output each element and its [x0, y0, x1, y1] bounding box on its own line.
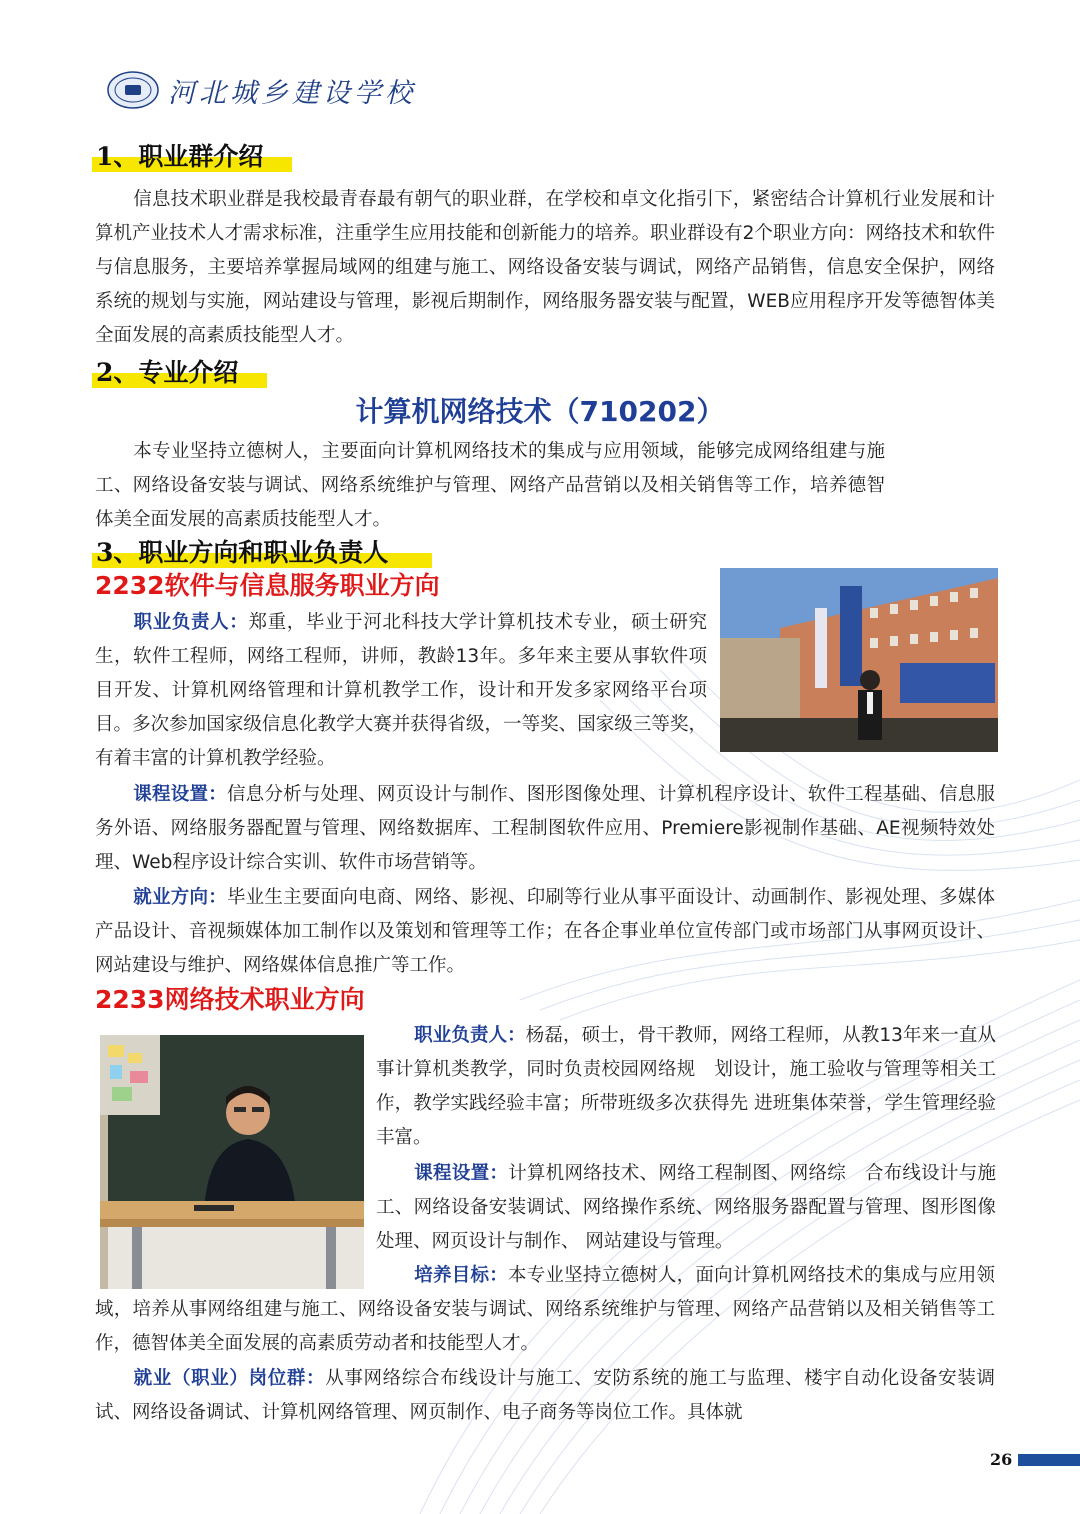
- header: [106, 68, 416, 112]
- direction-1-employment: 就业方向：毕业生主要面向电商、网络、影视、印刷等行业从事平面设计、动画制作、影视处理、多媒体产品设计、音视频媒体加工制作以及策划和管理等工作；在各企事业单位宣传部门或市场部门从事网页设计、网站建设与维护、网络媒体信息推广等工作。: [95, 887, 995, 976]
- direction-2-title: 2233网络技术职业方向: [95, 985, 365, 1014]
- direction-1-courses: 课程设置：信息分析与处理、网页设计与制作、图形图像处理、计算机程序设计、软件工程基础、信息服务外语、网络服务器配置与管理、网络数据库、工程制图软件应用、Premiere影视制作基础、AE视频特效处理、Web程序设计综合实训、软件市场营销等。: [95, 784, 995, 873]
- direction-1-title: 2232软件与信息服务职业方向: [95, 571, 440, 600]
- section-heading-3: [92, 536, 388, 570]
- section-heading-3-text: 3、职业方向和职业负责人: [96, 538, 389, 567]
- section-heading-2-text: 2、专业介绍: [96, 358, 239, 387]
- direction-2-courses: 课程设置：计算机网络技术、网络工程制图、网络综 合布线设计与施工、网络设备安装调试、网络操作系统、网络服务器配置与管理、图形图像处理、网页设计与制作、 网站建设与管理。: [376, 1163, 996, 1252]
- section-1-paragraph: 信息技术职业群是我校最青春最有朝气的职业群，在学校和卓文化指引下，紧密结合计算机行业发展和计算机产业技术人才需求标准，注重学生应用技能和创新能力的培养。职业群设有2个职业方向：网络技术和软件与信息服务，主要培养掌握局域网的组建与施工、网络设备安装与调试，网络产品销售，信息安全保护，网络系统的规划与实施，网站建设与管理，影视后期制作，网络服务器安装与配置，WEB应用程序开发等德智体美全面发展的高素质技能型人才。: [95, 189, 995, 346]
- page-number: 26: [990, 1450, 1013, 1469]
- school-name: 河北城乡建设学校: [168, 77, 416, 109]
- direction-1-leader: 职业负责人：郑重，毕业于河北科技大学计算机技术专业，硕士研究生，软件工程师，网络工程师，讲师，教龄13年。多年来主要从事软件项目开发、计算机网络管理和计算机教学工作，设计和开发多家网络平台项目。多次参加国家级信息化教学大赛并获得省级，一等奖、国家级三等奖，有着丰富的计算机教学经验。: [95, 612, 707, 769]
- direction-2-positions: 就业（职业）岗位群：从事网络综合布线设计与施工、安防系统的施工与监理、楼宇自动化设备安装调试、网络设备调试、计算机网络管理、网页制作、电子商务等岗位工作。具体就: [95, 1368, 995, 1423]
- teacher-photo: [100, 1035, 364, 1289]
- section-heading-1-text: 1、职业群介绍: [96, 142, 264, 171]
- school-logo-icon: [106, 70, 160, 110]
- section-heading-2: [92, 356, 238, 390]
- major-title: 计算机网络技术（710202）: [355, 395, 725, 428]
- event-photo: [720, 568, 998, 752]
- direction-2-leader: 职业负责人：杨磊，硕士，骨干教师，网络工程师，从教13年来一直从事计算机类教学，同时负责校园网络规 划设计，施工验收与管理等相关工作，教学实践经验丰富；所带班级多次获得先 进班集体荣誉，学生管理经验丰富。: [376, 1025, 996, 1148]
- section-2-paragraph: 本专业坚持立德树人，主要面向计算机网络技术的集成与应用领域，能够完成网络组建与施工、网络设备安装与调试、网络系统维护与管理、网络产品营销以及相关销售等工作，培养德智体美全面发展的高素质技能型人才。: [95, 441, 885, 530]
- section-heading-1: [92, 140, 263, 174]
- direction-2-goal: 培养目标：本专业坚持立德树人，面向计算机网络技术的集成与应用领域，培养从事网络组建与施工、网络设备安装与调试、网络系统维护与管理、网络产品营销以及相关销售等工作，德智体美全面发展的高素质劳动者和技能型人才。: [95, 1265, 995, 1354]
